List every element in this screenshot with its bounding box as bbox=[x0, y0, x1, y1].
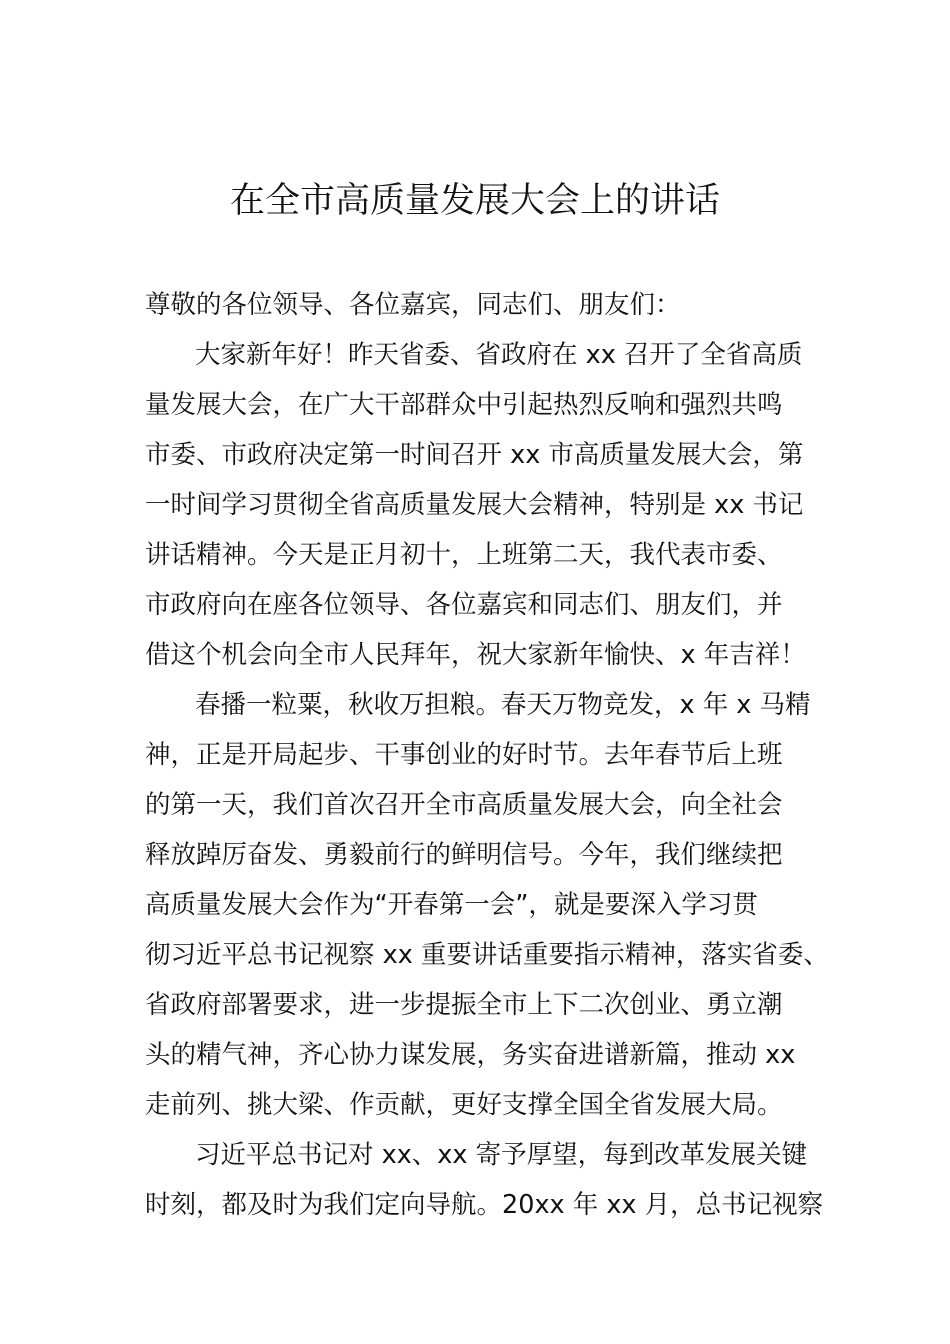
paragraph-1-line-2: 量发展大会，在广大干部群众中引起热烈反响和强烈共鸣 bbox=[145, 390, 783, 420]
salutation: 尊敬的各位领导、各位嘉宾，同志们、朋友们： bbox=[145, 290, 681, 320]
paragraph-2-line-9: 走前列、挑大梁、作贡献，更好支撑全国全省发展大局。 bbox=[145, 1090, 783, 1120]
paragraph-2-line-4: 释放踔厉奋发、勇毅前行的鲜明信号。今年，我们继续把 bbox=[145, 840, 783, 870]
paragraph-1-line-4: 一时间学习贯彻全省高质量发展大会精神，特别是 xx 书记 bbox=[145, 490, 804, 520]
paragraph-2-line-1: 春播一粒粟，秋收万担粮。春天万物竞发，x 年 x 马精 bbox=[195, 690, 811, 720]
paragraph-2-line-6: 彻习近平总书记视察 xx 重要讲话重要指示精神，落实省委、 bbox=[145, 940, 829, 970]
paragraph-1-line-5: 讲话精神。今天是正月初十，上班第二天，我代表市委、 bbox=[145, 540, 783, 570]
paragraph-1-line-3: 市委、市政府决定第一时间召开 xx 市高质量发展大会，第 bbox=[145, 440, 804, 470]
paragraph-1-line-6: 市政府向在座各位领导、各位嘉宾和同志们、朋友们，并 bbox=[145, 590, 783, 620]
paragraph-1-line-7: 借这个机会向全市人民拜年，祝大家新年愉快、x 年吉祥！ bbox=[145, 640, 806, 670]
paragraph-3-line-2: 时刻，都及时为我们定向导航。20xx 年 xx 月，总书记视察 bbox=[145, 1190, 824, 1220]
paragraph-3-line-1: 习近平总书记对 xx、xx 寄予厚望，每到改革发展关键 bbox=[195, 1140, 808, 1170]
paragraph-1-line-1: 大家新年好！昨天省委、省政府在 xx 召开了全省高质 bbox=[195, 340, 803, 370]
document-body bbox=[145, 280, 829, 1230]
paragraph-2-line-7: 省政府部署要求，进一步提振全市上下二次创业、勇立潮 bbox=[145, 990, 783, 1020]
document-title: 在全市高质量发展大会上的讲话 bbox=[229, 181, 720, 221]
paragraph-2-line-3: 的第一天，我们首次召开全市高质量发展大会，向全社会 bbox=[145, 790, 783, 820]
paragraph-2-line-8: 头的精气神，齐心协力谋发展，务实奋进谱新篇，推动 xx bbox=[145, 1040, 796, 1070]
paragraph-2-line-2: 神，正是开局起步、干事创业的好时节。去年春节后上班 bbox=[145, 740, 783, 770]
paragraph-2-line-5: 高质量发展大会作为“开春第一会”，就是要深入学习贯 bbox=[145, 890, 758, 920]
